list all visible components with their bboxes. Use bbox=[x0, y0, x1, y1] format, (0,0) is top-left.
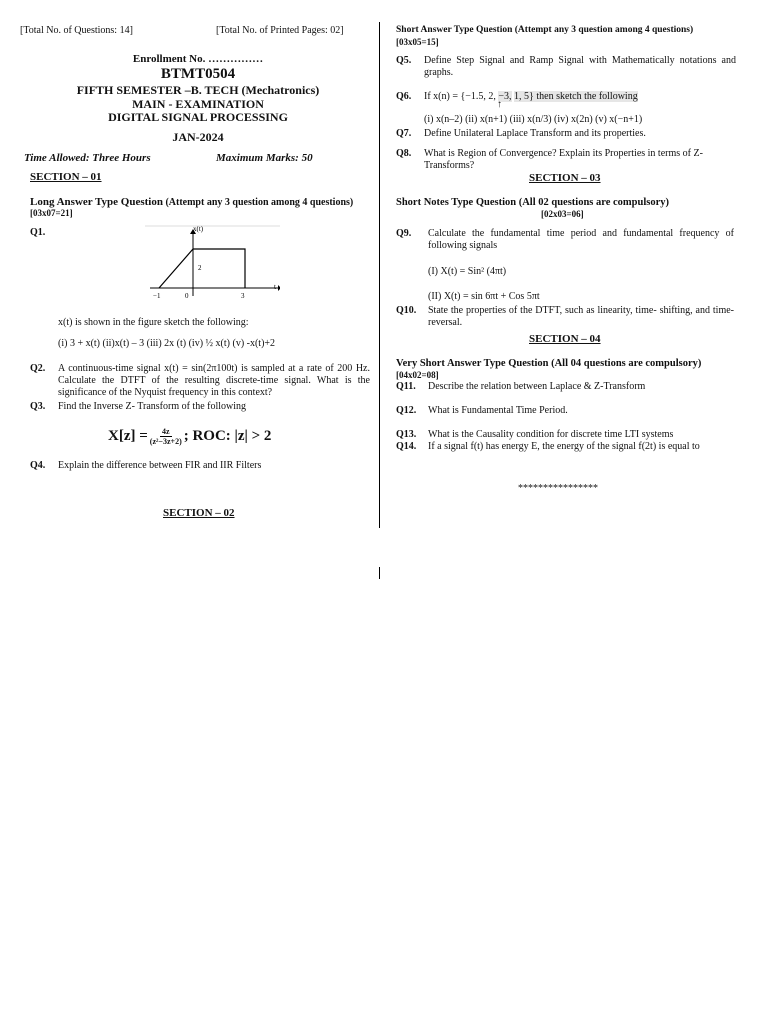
section-04-marks: [04x02=08] bbox=[396, 370, 439, 380]
formula-numerator: 4z bbox=[161, 427, 170, 436]
q8-text: What is Region of Convergence? Explain its Properties in terms of Z-Transforms? bbox=[424, 148, 703, 171]
q9-text: Calculate the fundamental time period and fundamental frequency of following signals bbox=[428, 228, 734, 251]
q5-number: Q5. bbox=[396, 55, 412, 66]
q3-number: Q3. bbox=[30, 401, 46, 412]
q4-text: Explain the difference between FIR and IIR Filters bbox=[58, 460, 262, 471]
section-01-type: Long Answer Type Question bbox=[30, 196, 163, 208]
q6-pre: If x(n) = {−1.5, bbox=[424, 91, 486, 102]
section-01-instruction: (Attempt any 3 question among 4 questions) bbox=[165, 197, 354, 208]
section-03-heading: Short Notes Type Question (All 02 questions are compulsory) bbox=[396, 197, 670, 208]
formula-lhs: X[z] = bbox=[108, 428, 148, 444]
graph-t-label: t bbox=[274, 283, 276, 291]
time-allowed: Time Allowed: Three Hours bbox=[24, 152, 151, 164]
column-divider bbox=[379, 22, 380, 528]
q6-origin-arrow: ↑ bbox=[497, 99, 502, 110]
signal-curve bbox=[159, 249, 245, 288]
q1-parts: (i) 3 + x(t) (ii)x(t) – 3 (iii) 2x (t) (iv) ½ x(t) (v) -x(t)+2 bbox=[58, 338, 276, 349]
q6-post: 1, 5} then sketch the following bbox=[514, 91, 638, 102]
q3-text: Find the Inverse Z- Transform of the following bbox=[58, 401, 247, 412]
q2-number: Q2. bbox=[30, 363, 46, 374]
q10-number: Q10. bbox=[396, 305, 417, 316]
q12-text: What is Fundamental Time Period. bbox=[428, 405, 568, 416]
course-code: BTMT0504 bbox=[160, 66, 236, 82]
subject-line: DIGITAL SIGNAL PROCESSING bbox=[108, 110, 288, 124]
q4-number: Q4. bbox=[30, 460, 46, 471]
max-marks: Maximum Marks: 50 bbox=[216, 152, 313, 164]
q1-signal-graph bbox=[145, 222, 280, 302]
formula-fraction bbox=[150, 427, 182, 446]
section-02-title: SECTION – 02 bbox=[163, 507, 235, 519]
end-marker: **************** bbox=[518, 483, 598, 494]
t-axis-arrow bbox=[278, 285, 280, 291]
q2-text: A continuous-time signal x(t) = sin(2π100t) is sampled at a rate of 200 Hz. Calculate the DTFT of the resulting discrete-time signal. What is the significance of the Nyquist frequency in this context? bbox=[58, 363, 370, 398]
graph-y-label: x(t) bbox=[193, 225, 204, 233]
section-02-heading: Short Answer Type Question (Attempt any 3 question among 4 questions) bbox=[396, 25, 694, 35]
q7-text: Define Unilateral Laplace Transform and its properties. bbox=[424, 128, 646, 139]
section-03-title: SECTION – 03 bbox=[529, 172, 601, 184]
exam-line: MAIN - EXAMINATION bbox=[132, 97, 264, 111]
q5-text: Define Step Signal and Ramp Signal with Mathematically notations and graphs. bbox=[424, 55, 736, 78]
q9-signal-i: (I) X(t) = Sin² (4πt) bbox=[428, 266, 507, 277]
q14-text: If a signal f(t) has energy E, the energy of the signal f(2t) is equal to bbox=[428, 441, 700, 452]
q8-number: Q8. bbox=[396, 148, 412, 159]
date-line: JAN-2024 bbox=[172, 130, 224, 144]
graph-neg1-label: −1 bbox=[153, 292, 161, 300]
total-questions: [Total No. of Questions: 14] bbox=[20, 25, 133, 36]
q6-parts: (i) x(n–2) (ii) x(n+1) (iii) x(n/3) (iv) x(2n) (v) x(−n+1) bbox=[424, 114, 643, 125]
graph-zero-label: 0 bbox=[185, 292, 189, 300]
q1-text: x(t) is shown in the figure sketch the following: bbox=[58, 317, 249, 328]
total-pages: [Total No. of Printed Pages: 02] bbox=[216, 25, 344, 36]
q12-number: Q12. bbox=[396, 405, 417, 416]
section-01-marks: [03x07=21] bbox=[30, 208, 73, 218]
section-03-marks: [02x03=06] bbox=[541, 209, 584, 219]
section-02-marks: [03x05=15] bbox=[396, 37, 439, 47]
q11-number: Q11. bbox=[396, 381, 416, 392]
q13-text: What is the Causality condition for discrete time LTI systems bbox=[428, 429, 674, 440]
q11-text: Describe the relation between Laplace & Z-Transform bbox=[428, 381, 646, 392]
formula-denominator: (z²−3z+2) bbox=[149, 437, 182, 446]
q9-signal-ii: (II) X(t) = sin 6πt + Cos 5πt bbox=[428, 291, 540, 302]
q6-three: −3, bbox=[498, 91, 512, 102]
formula-rhs: ; ROC: |z| > 2 bbox=[183, 428, 272, 444]
graph-three-label: 3 bbox=[241, 292, 245, 300]
section-04-title: SECTION – 04 bbox=[529, 333, 601, 345]
q9-number: Q9. bbox=[396, 228, 412, 239]
semester-line: FIFTH SEMESTER –B. TECH (Mechatronics) bbox=[76, 83, 320, 97]
q10-text: State the properties of the DTFT, such as linearity, time- shifting, and time-reversal. bbox=[428, 305, 734, 328]
q14-number: Q14. bbox=[396, 441, 417, 452]
q1-number: Q1. bbox=[30, 227, 46, 238]
q13-number: Q13. bbox=[396, 429, 417, 440]
graph-two-label: 2 bbox=[198, 264, 202, 272]
q6-number: Q6. bbox=[396, 91, 412, 102]
q6-two: 2, bbox=[488, 91, 496, 102]
q7-number: Q7. bbox=[396, 128, 412, 139]
q3-formula bbox=[108, 427, 271, 446]
section-01-heading bbox=[30, 196, 353, 208]
section-01-title: SECTION – 01 bbox=[30, 171, 102, 183]
column-divider-tick bbox=[379, 567, 380, 579]
q6-text bbox=[424, 91, 638, 103]
section-04-heading: Very Short Answer Type Question (All 04 questions are compulsory) bbox=[396, 358, 702, 369]
enrollment-line: Enrollment No. …………… bbox=[132, 53, 264, 65]
